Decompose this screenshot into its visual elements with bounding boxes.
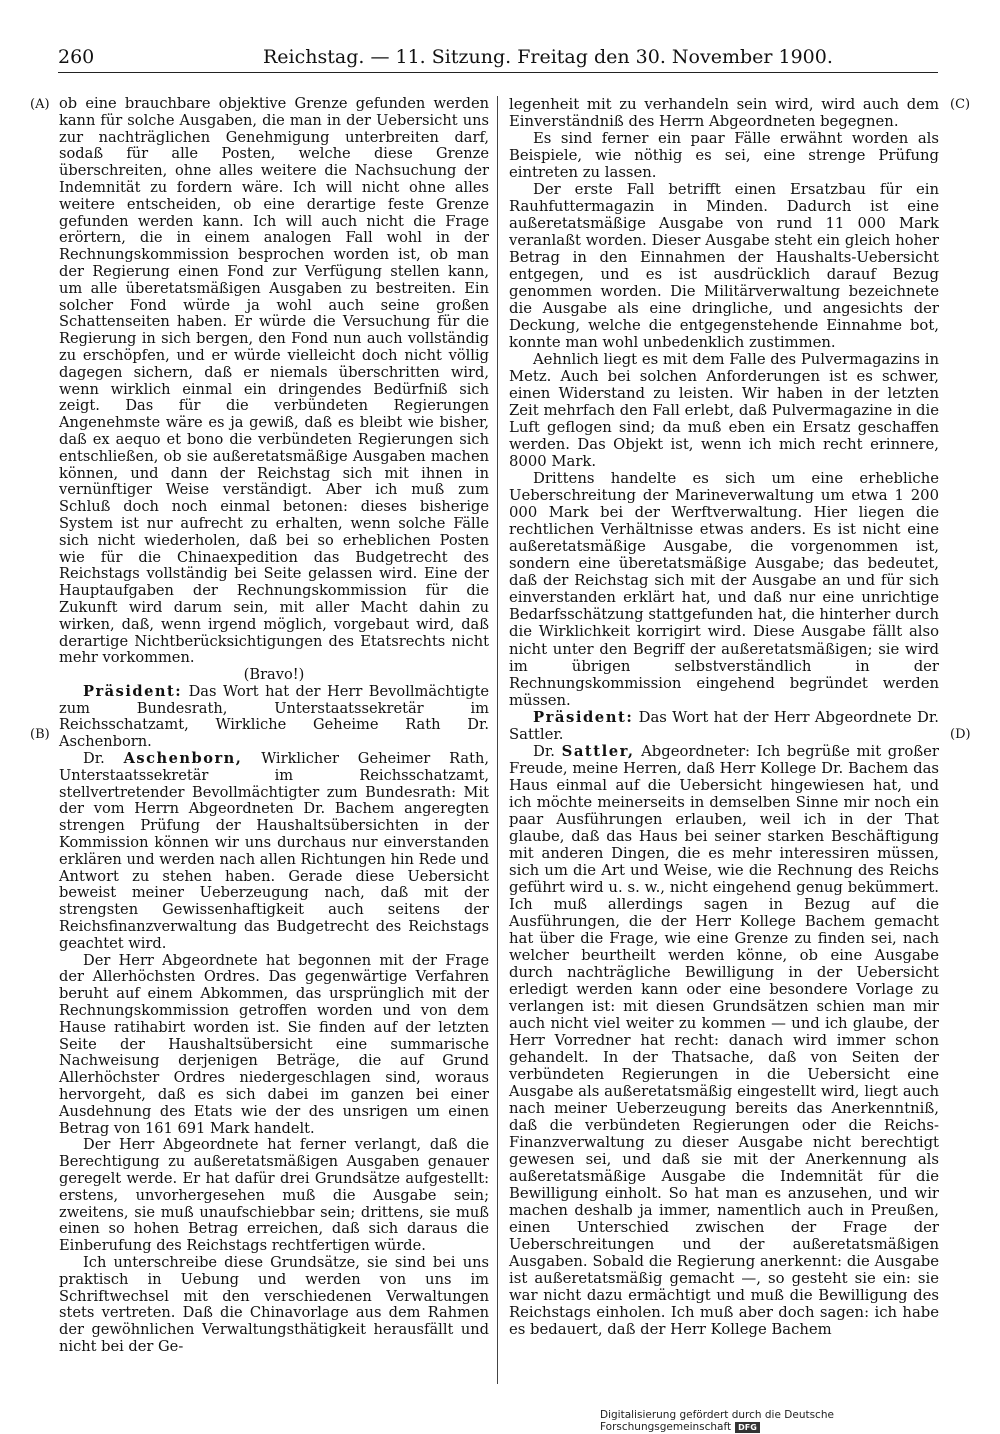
title-prefix: Dr. — [83, 750, 105, 768]
running-title: Reichstag. — 11. Sitzung. Freitag den 30. November 1900. — [263, 46, 833, 68]
page-number: 260 — [58, 46, 95, 68]
left-column — [59, 96, 489, 1356]
right-column — [509, 96, 939, 1338]
speaker-name: Präsident: — [83, 682, 183, 700]
speech-text: Das Wort hat der Herr Bevollmächtigte zum Bundesrath, Unterstaatssekretär im Reichsschatzamt, Wirkliche Geheime Rath Dr. Aschenborn. — [59, 682, 490, 751]
paragraph: Drittens handelte es sich um eine erhebliche Ueberschreitung der Marineverwaltung um etwa 1 200 000 Mark bei der Werftverwaltung. Hier liegen die rechtlichen Verhältnisse etwas anders. Es ist nicht eine außeretatsmäßige Ausgabe, die vorgenommen ist, sondern eine überetatsmäßige Ausgabe; das bedeutet, daß der Reichstag sich mit der Ausgabe an und für sich einverstanden erklärt hat, und daß nur eine unrichtige Bedarfsschätzung stattgefunden hat, die hinterher durch die Wirklichkeit korrigirt wird. Diese Ausgabe fällt also nicht unter den Begriff der außeretatsmäßigen; sie wird im übrigen selbstverständlich in der Rechnungskommission eingehend begründet werden müssen. — [509, 470, 939, 709]
paragraph — [509, 709, 939, 743]
speech-text: Das Wort hat der Herr Abgeordnete Dr. Sattler. — [509, 708, 939, 743]
paragraph: Ich unterschreibe diese Grundsätze, sie sind bei uns praktisch in Uebung und werden von uns im Schriftwechsel mit den verschiedenen Verwaltungen stets vertreten. Daß die Chinavorlage aus dem Rahmen der gewöhnlichen Verwaltungsthätigkeit herausfällt und nicht bei der Ge- — [59, 1253, 489, 1355]
column-divider — [497, 96, 498, 1384]
paragraph: Aehnlich liegt es mit dem Falle des Pulvermagazins in Metz. Auch bei solchen Anforderungen ist es schwer, einen Widerstand zu leisten. Wir haben in der letzten Zeit mehrfach den Fall erlebt, daß Pulvermagazine in die Luft geflogen sind; da muß eben ein Ersatz geschaffen werden. Das Objekt ist, wenn ich mich recht erinnere, 8000 Mark. — [509, 351, 939, 471]
dfg-logo: DFG — [735, 1422, 760, 1433]
paragraph: legenheit mit zu verhandeln sein wird, wird auch dem Einverständniß des Herrn Abgeordneten begegnen. — [509, 96, 939, 131]
digitization-footer — [600, 1409, 960, 1433]
margin-mark-a: (A) — [30, 97, 50, 112]
paragraph: Es sind ferner ein paar Fälle erwähnt worden als Beispiele, wie nöthig es sei, eine strenge Prüfung eintreten zu lassen. — [509, 130, 939, 182]
paragraph — [59, 751, 489, 953]
paragraph — [509, 743, 939, 1339]
paragraph: ob eine brauchbare objektive Grenze gefunden werden kann für solche Ausgaben, die man in der Uebersicht uns zur nachträglichen Genehmigung unterbreiten darf, sodaß für alle Posten, welche diese Grenze überschreiten, ohne alles weitere die Nachsuchung der Indemnität zu fordern wäre. Ich will nicht ohne alles weitere entscheiden, ob eine derartige feste Grenze gefunden werden kann. Ich will auch nicht die Frage erörtern, die in einem analogen Fall wohl in der Rechnungskommission besprochen worden ist, ob man der Regierung einen Fond zur Verfügung stellen kann, um alle überetatsmäßigen Ausgaben zu bestreiten. Ein solcher Fond würde ja wohl auch seine großen Schattenseiten haben. Er würde die Versuchung für die Regierung in sich bergen, den Fond nun auch vollständig zu erschöpfen, und er würde vielleicht doch nicht völlig dagegen sichern, daß er niemals überschritten wird, wenn wirklich einmal ein dringendes Bedürfniß sich zeigt. Das für die verbündeten Regierungen Angenehmste wäre es ja gewiß, daß es bleibt wie bisher, daß ex aequo et bono die verbündeten Regierungen sich entschließen, ob sie außeretatsmäßige Ausgaben machen können, und dann der Reichstag sich mit ihnen in vernünftiger Weise verständigt. Aber ich muß zum Schluß doch noch einmal betonen: dieses bisherige System ist nur aufrecht zu erhalten, wenn solche Fälle sich nicht wiederholen, daß bei so erheblichen Posten wie für die Chinaexpedition das Budgetrecht des Reichstags vollständig bei Seite gelassen wird. Eine der Hauptaufgaben der Rechnungskommission für die Zukunft wird darum sein, mit aller Macht dahin zu wirken, daß, wenn irgend möglich, vorgebaut wird, daß derartige Nichtberücksichtigungen des Etatsrechts nicht mehr vorkommen. — [59, 95, 489, 667]
paragraph — [59, 684, 489, 751]
speech-text: Abgeordneter: Ich begrüße mit großer Freude, meine Herren, daß Herr Kollege Dr. Bachem das Haus einmal auf die Uebersicht hingewiesen hat, und ich möchte meinerseits in demselben Sinne mir noch ein paar Ausführungen erlauben, weil ich in der That glaube, daß das Haus bei seiner starken Beschäftigung mit anderen Dingen, die es mehr interessiren müssen, sich um die Art und Weise, wie die Rechnung des Reichs geführt wird u. s. w., nicht eingehend genug bekümmert. Ich muß allerdings sagen in Bezug auf die Ausführungen, die der Herr Kollege Bachem gemacht hat über die Frage, wie eine Grenze zu finden sei, nach welcher beurtheilt werden könne, ob eine Ausgabe durch nachträgliche Bewilligung in der Uebersicht erledigt werden kann oder eine besondere Vorlage zu verlangen ist: mit diesen Grundsätzen schien man mir auch nicht viel weiter zu kommen — und ich glaube, der Herr Vorredner hat recht: danach wird immer schon gehandelt. In der Thatsache, daß von Seiten der verbündeten Regierungen in die Uebersicht eine Ausgabe als außeretatsmäßig eingestellt wird, liegt auch nach meiner Ueberzeugung bereits das Anerkenntniß, daß die verbündeten Regierungen oder die Reichs-Finanzverwaltung zu dieser Ausgabe nicht berechtigt gewesen sei, und daß sie mit der Anerkennung als außeretatsmäßige Ausgabe die Indemnität für die Bewilligung einholt. So hat man es anzusehen, und wir machen deshalb ja immer, namentlich auch in Preußen, einen Unterschied zwischen der Frage der Ueberschreitungen und der außeretatsmäßigen Ausgaben. Sobald die Regierung anerkennt: die Ausgabe ist außeretatsmäßig gemacht —, so gesteht sie ein: sie war nicht dazu ermächtigt und muß die Bewilligung des Reichstags einholen. Ich muß aber doch sagen: ich habe es bedauert, daß der Herr Kollege Bachem — [509, 742, 939, 1339]
footer-text: Digitalisierung gefördert durch die Deutsche Forschungsgemeinschaft — [600, 1409, 834, 1433]
paragraph: Der Herr Abgeordnete hat begonnen mit der Frage der Allerhöchsten Ordres. Das gegenwärtige Verfahren beruht auf einem Abkommen, das ursprünglich mit der Rechnungskommission getroffen worden und von dem Hause ratihabirt worden ist. Sie finden auf der letzten Seite der Haushaltsübersicht eine summarische Nachweisung derjenigen Beträge, die auf Grund Allerhöchster Ordres niedergeschlagen sind, woraus hervorgeht, daß es sich dabei im ganzen bei einer Ausdehnung des Etats wie der des unsrigen um einen Betrag von 161 691 Mark handelt. — [59, 951, 489, 1137]
running-header — [58, 44, 938, 73]
margin-mark-c: (C) — [950, 97, 971, 112]
speaker-name: Aschenborn, — [123, 750, 243, 768]
speaker-name: Sattler, — [561, 742, 635, 760]
speaker-name: Präsident: — [533, 708, 634, 726]
interjection: (Bravo!) — [243, 666, 305, 684]
speech-text: Wirklicher Geheimer Rath, Unterstaatssekretär im Reichsschatzamt, stellvertretender Bevollmächtigter zum Bundesrath: Mit der vom Herrn Abgeordneten Dr. Bachem angeregten strengen Prüfung der Haushaltsübersichten in der Kommission können wir uns durchaus nur einverstanden erklären und werden nach allen Richtungen hin Rede und Antwort zu stehen haben. Gerade diese Uebersicht beweist meiner Ueberzeugung nach, daß mit der strengsten Gewissenhaftigkeit auch seitens der Reichsfinanzverwaltung das Budgetrecht des Reichstags geachtet wird. — [59, 750, 490, 952]
paragraph: Der Herr Abgeordnete hat ferner verlangt, daß die Berechtigung zu außeretatsmäßigen Ausgaben genauer geregelt werde. Er hat dafür drei Grundsätze aufgestellt: erstens, unvorhergesehen muß die Ausgabe sein; zweitens, sie muß unaufschiebbar sein; drittens, sie muß einen so hohen Betrag erreichen, daß sich daraus die Einberufung des Reichstags rechtfertigen würde. — [59, 1136, 489, 1255]
margin-mark-b: (B) — [30, 727, 50, 742]
title-prefix: Dr. — [533, 742, 556, 760]
margin-mark-d: (D) — [950, 727, 971, 742]
paragraph: Der erste Fall betrifft einen Ersatzbau für ein Rauhfuttermagazin in Minden. Dadurch ist eine außeretatsmäßige Ausgabe von rund 11 000 Mark veranlaßt worden. Dieser Ausgabe steht ein gleich hoher Betrag in den Einnahmen der Haushalts-Uebersicht entgegen, und es ist ausdrücklich darauf Bezug genommen worden. Die Militärverwaltung bezeichnete die Ausgabe als eine dringliche, und angesichts der Deckung, welche die entgegenstehende Einnahme bot, konnte man wohl unbedenklich zustimmen. — [509, 181, 939, 352]
